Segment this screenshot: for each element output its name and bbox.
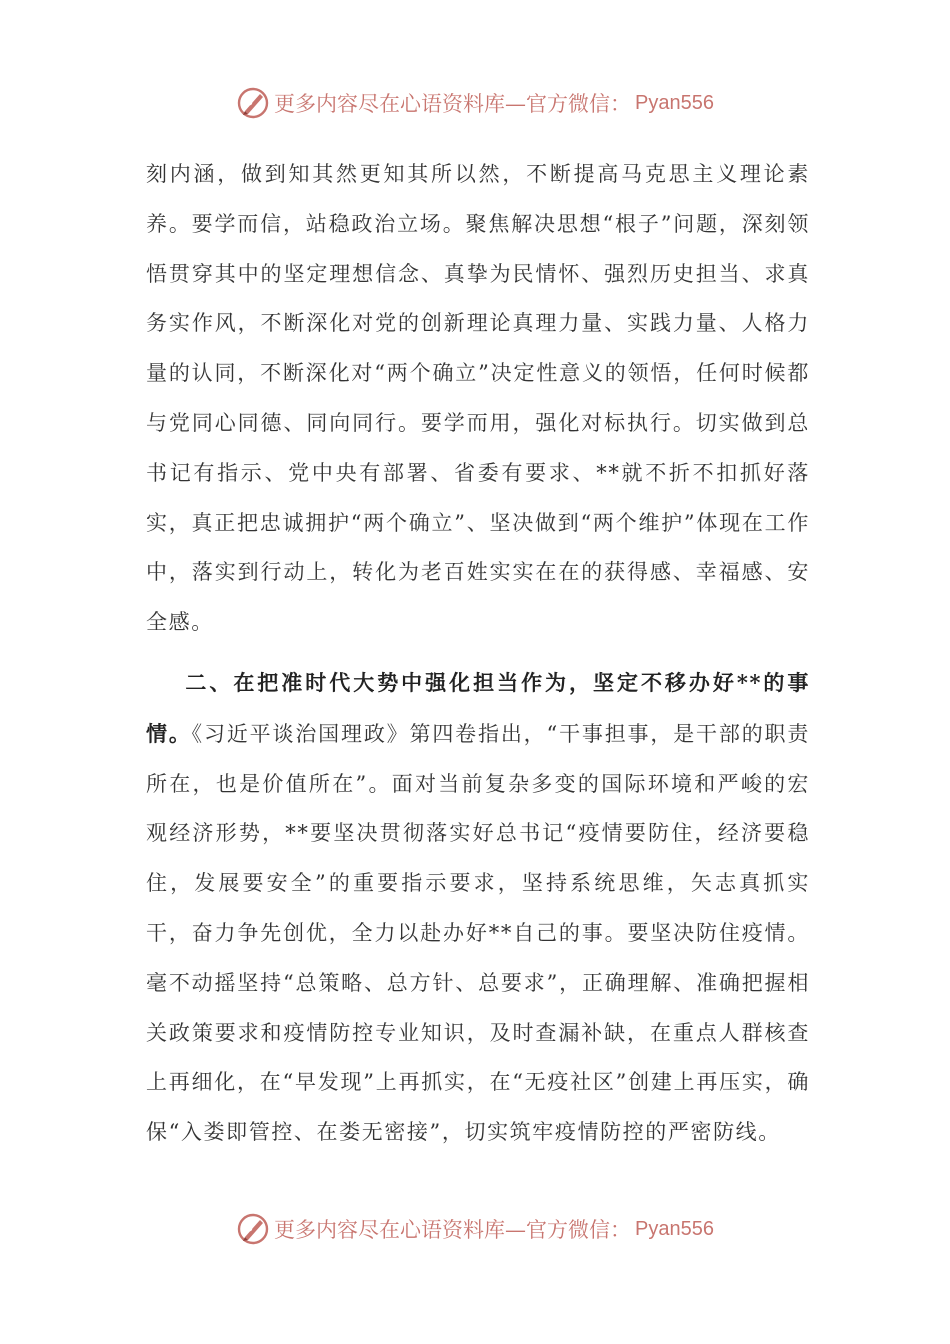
body-paragraph: 刻内涵，做到知其然更知其所以然，不断提高马克思主义理论素养。要学而信，站稳政治立场。聚焦解决思想“根子”问题，深刻领悟贯穿其中的坚定理想信念、真挚为民情怀、强烈历史担当、求真务实作风，不断深化对党的创新理论真理力量、实践力量、人格力量的认同，不断深化对“两个确立”决定性意义的领悟，任何时候都与党同心同德、同向同行。要学而用，强化对标执行。切实做到总书记有指示、党中央有部署、省委有要求、**就不折不扣抓好落实，真正把忠诚拥护“两个确立”、坚决做到“两个维护”体现在工作中，落实到行动上，转化为老百姓实实在在的获得感、幸福感、安全感。 [146, 162, 810, 635]
document-body [146, 150, 810, 1158]
header-watermark [0, 86, 950, 120]
pen-logo-icon [236, 1212, 270, 1246]
watermark-text: 更多内容尽在心语资料库—官方微信： [274, 1218, 632, 1242]
watermark-wechat-id: Pyan556 [635, 91, 714, 114]
watermark-wechat-id: Pyan556 [635, 1217, 714, 1240]
body-paragraph: 《习近平谈治国理政》第四卷指出，“干事担事，是干部的职责所在，也是价值所在”。面对当前复杂多变的国际环境和严峻的宏观经济形势，**要坚决贯彻落实好总书记“疫情要防住，经济要稳住，发展要安全”的重要指示要求，坚持系统思维，矢志真抓实干，奋力争先创优，全力以赴办好**自己的事。要坚决防住疫情。毫不动摇坚持“总策略、总方针、总要求”，正确理解、准确把握相关政策要求和疫情防控专业知识，及时查漏补缺，在重点人群核查上再细化，在“早发现”上再抓实，在“无疫社区”创建上再压实，确保“入娄即管控、在娄无密接”，切实筑牢疫情防控的严密防线。 [146, 721, 810, 1145]
footer-watermark [0, 1212, 950, 1246]
section-paragraph [146, 658, 810, 1158]
section-heading: 二、在把准时代大势中强化担当作为，坚定不移办好**的事情。 [146, 669, 810, 746]
pen-logo-icon [236, 86, 270, 120]
watermark-text: 更多内容尽在心语资料库—官方微信： [274, 92, 632, 116]
